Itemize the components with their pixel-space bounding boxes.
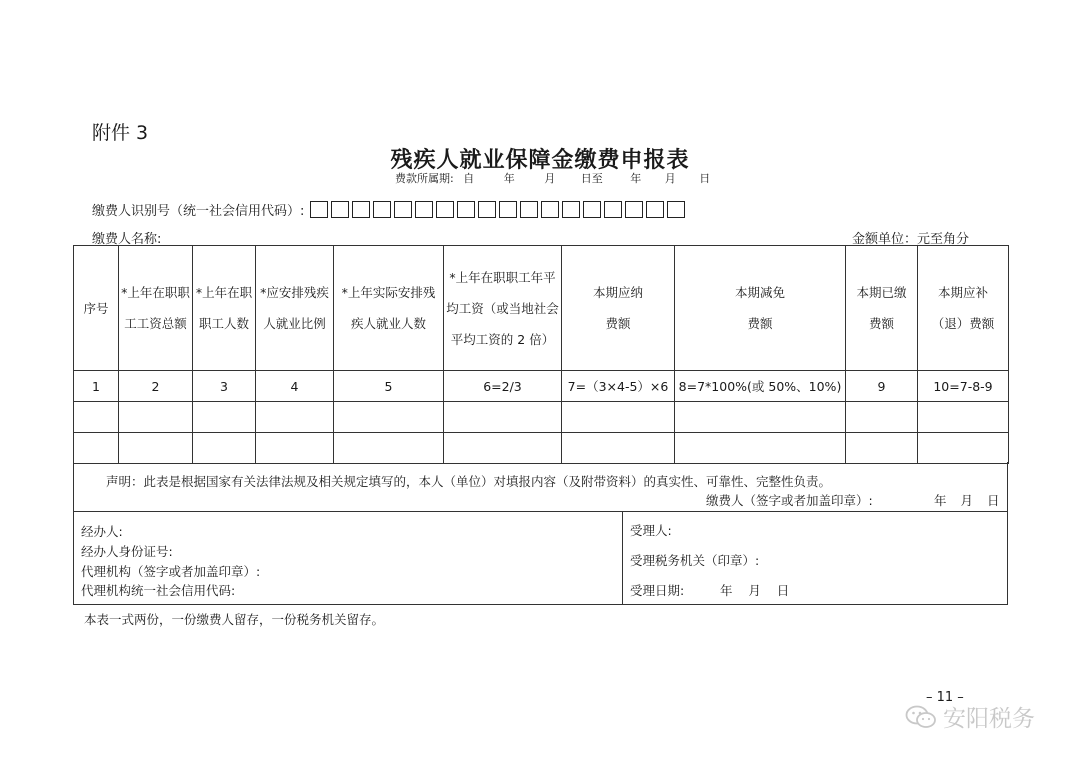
id-digit-box[interactable] (562, 201, 580, 218)
column-number-cell: 8=7*100%(或 50%、10%) (675, 371, 846, 402)
column-header-line: 本期减免 (734, 285, 785, 300)
period-label: 费款所属期: (395, 172, 454, 185)
column-header-line: 序号 (83, 300, 109, 316)
id-digit-box[interactable] (331, 201, 349, 218)
payer-name-label: 缴费人名称: (92, 232, 162, 247)
id-digit-box[interactable] (499, 201, 517, 218)
column-header-line: 人就业比例 (263, 316, 326, 331)
column-number-cell: 6=2/3 (444, 371, 562, 402)
column-header (193, 246, 256, 371)
column-header-line: *应安排残疾 (260, 285, 329, 300)
column-header (846, 246, 918, 371)
column-number-cell: 4 (256, 371, 334, 402)
handler-label: 经办人: (81, 524, 123, 539)
payer-signature-label: 缴费人（签字或者加盖印章）: (706, 493, 873, 508)
column-header (918, 246, 1009, 371)
agency-label: 代理机构（签字或者加盖印章）: (81, 564, 261, 579)
column-number-cell: 5 (334, 371, 444, 402)
declaration-text: 声明：此表是根据国家有关法律法规及相关规定填写的，本人（单位）对填报内容（及附带资料）的真实性、可靠性、完整性负责。 (106, 474, 832, 489)
table-row[interactable] (74, 433, 1009, 464)
column-number-cell: 3 (193, 371, 256, 402)
id-digit-box[interactable] (520, 201, 538, 218)
currency-unit: 金额单位：元至角分 (852, 232, 970, 247)
column-header-line: 工工资总额 (124, 316, 187, 331)
page-number: – 11 – (926, 690, 964, 705)
payer-id-boxes[interactable] (310, 201, 688, 218)
column-header-line: 本期应纳 (592, 285, 643, 300)
id-digit-box[interactable] (310, 201, 328, 218)
id-digit-box[interactable] (583, 201, 601, 218)
payer-id-line (92, 200, 688, 219)
column-header-line: 费额 (868, 316, 894, 331)
column-number-cell: 9 (846, 371, 918, 402)
column-header (256, 246, 334, 371)
column-header-line: 本期应补 (937, 285, 988, 300)
period-year-1: 年 (503, 172, 515, 185)
section-divider (622, 512, 623, 604)
column-header-line: 费额 (605, 316, 631, 331)
wechat-icon (905, 704, 937, 730)
watermark-text: 安阳税务 (943, 706, 1035, 732)
period-day-to: 日至 (580, 172, 603, 185)
watermark (905, 700, 1035, 733)
id-digit-box[interactable] (457, 201, 475, 218)
handling-section (73, 511, 1008, 605)
id-digit-box[interactable] (646, 201, 664, 218)
id-digit-box[interactable] (415, 201, 433, 218)
footnote: 本表一式两份，一份缴费人留存，一份税务机关留存。 (84, 612, 385, 627)
receiver-label: 受理人: (630, 523, 672, 538)
tax-office-label: 受理税务机关（印章）: (630, 553, 760, 568)
header-row (74, 246, 1009, 371)
column-header-line: （退）费额 (931, 316, 995, 331)
column-header-line: 疾人就业人数 (350, 316, 426, 331)
column-header (334, 246, 444, 371)
period-year-2: 年 (630, 172, 642, 185)
column-number-cell: 7=（3×4-5）×6 (562, 371, 675, 402)
attachment-label: 附件 3 (92, 122, 149, 144)
column-header (675, 246, 846, 371)
column-number-cell: 1 (74, 371, 119, 402)
column-header (119, 246, 193, 371)
table-row[interactable] (74, 402, 1009, 433)
column-header-line: 平均工资的 2 倍） (450, 331, 555, 347)
id-digit-box[interactable] (604, 201, 622, 218)
column-number-cell: 10=7-8-9 (918, 371, 1009, 402)
period-month-1: 月 (544, 172, 556, 185)
column-header-line: 本期已缴 (856, 285, 907, 300)
payer-id-label: 缴费人识别号（统一社会信用代码）: (92, 204, 305, 219)
column-number-row (74, 371, 1009, 402)
receive-date: 年 月 日 (720, 583, 790, 598)
agency-code-label: 代理机构统一社会信用代码: (81, 583, 236, 598)
id-digit-box[interactable] (394, 201, 412, 218)
column-header-line: *上年在职职 (121, 285, 190, 300)
column-header-line: *上年实际安排残 (341, 285, 436, 300)
id-digit-box[interactable] (352, 201, 370, 218)
declaration-section (73, 462, 1008, 512)
column-header-line: 职工人数 (198, 316, 249, 331)
id-digit-box[interactable] (478, 201, 496, 218)
column-header (74, 246, 119, 371)
column-header-line: 费额 (747, 316, 773, 331)
form-title: 残疾人就业保障金缴费申报表 (390, 148, 690, 173)
receive-date-label: 受理日期: (630, 583, 685, 598)
id-digit-box[interactable] (373, 201, 391, 218)
column-header-line: 均工资（或当地社会 (446, 300, 559, 316)
declaration-table (73, 245, 1009, 464)
period-month-2: 月 (664, 172, 676, 185)
column-header (444, 246, 562, 371)
handler-id-label: 经办人身份证号: (81, 544, 173, 559)
declaration-date: 年 月 日 (934, 493, 1000, 508)
id-digit-box[interactable] (625, 201, 643, 218)
id-digit-box[interactable] (436, 201, 454, 218)
column-header (562, 246, 675, 371)
period-from: 自 (463, 172, 475, 185)
id-digit-box[interactable] (667, 201, 685, 218)
period-day-2: 日 (699, 172, 711, 185)
column-header-line: *上年在职职工年平 (449, 269, 556, 285)
column-header-line: *上年在职 (195, 285, 253, 300)
column-number-cell: 2 (119, 371, 193, 402)
id-digit-box[interactable] (541, 201, 559, 218)
fee-period (395, 170, 710, 186)
